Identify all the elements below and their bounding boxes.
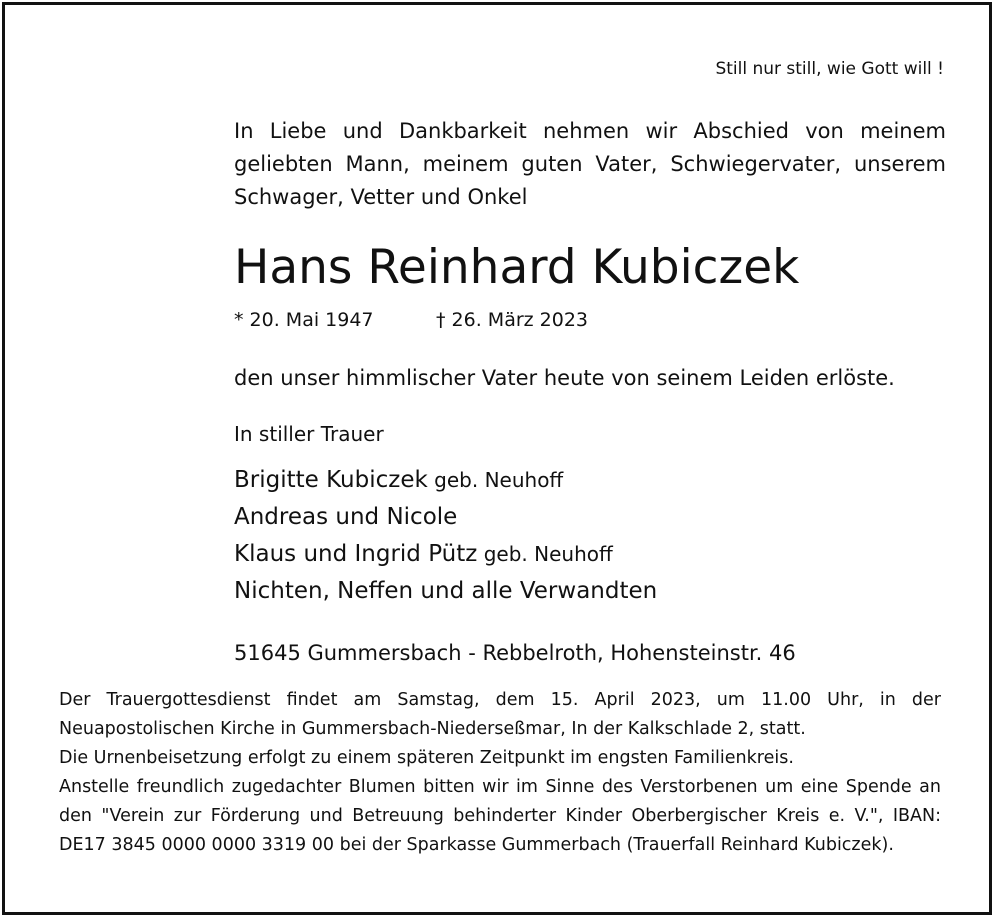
mourner-row [234,462,657,499]
motto-verse: Still nur still, wie Gott will ! [715,59,944,79]
mourner-name: Nichten, Neffen und alle Verwandten [234,578,658,604]
mourner-row [234,536,657,573]
life-dates [234,306,589,334]
mourner-name: Brigitte Kubiczek [234,467,428,493]
release-text: den unser himmlischer Vater heute von seinem Leiden erlöste. [234,366,895,390]
mourner-note: geb. Neuhoff [477,542,613,566]
mourning-label: In stiller Trauer [234,422,384,446]
mourner-note: geb. Neuhoff [427,468,564,492]
mourner-row [234,499,657,536]
death-date: † 26. März 2023 [436,309,589,331]
mourner-name: Andreas und Nicole [234,504,458,530]
mourners-list [234,462,657,610]
birth-date: * 20. Mai 1947 [234,309,374,331]
family-address: 51645 Gummersbach - Rebbelroth, Hohensteinstr. 46 [234,641,796,665]
mourner-name: Klaus und Ingrid Pütz [234,541,478,567]
service-notice [59,686,941,860]
service-text: Der Trauergottesdienst findet am Samstag, dem 15. April 2023, um 11.00 Uhr, in der Neuapostolischen Kirche in Gummersbach-Niederseßmar, In der Kalkschlade 2, statt. [59,690,941,739]
urn-text: Die Urnenbeisetzung erfolgt zu einem späteren Zeitpunkt im engsten Familienkreis. [59,748,794,768]
intro-text: In Liebe und Dankbarkeit nehmen wir Abschied von meinem geliebten Mann, meinem guten Vater, Schwiegervater, unserem Schwager, Vetter und Onkel [234,119,946,209]
mourner-row [234,573,657,610]
deceased-name: Hans Reinhard Kubiczek [234,240,800,295]
donation-text: Anstelle freundlich zugedachter Blumen bitten wir im Sinne des Verstorbenen um eine Spende an den "Verein zur Förderung und Betreuung behinderter Kinder Oberbergischer Kreis e. V.", IBAN: DE17 3845 0000 0000 3319 00 bei der Sparkasse Gummerbach (Trauerfall Reinhard Kubiczek). [59,777,941,855]
